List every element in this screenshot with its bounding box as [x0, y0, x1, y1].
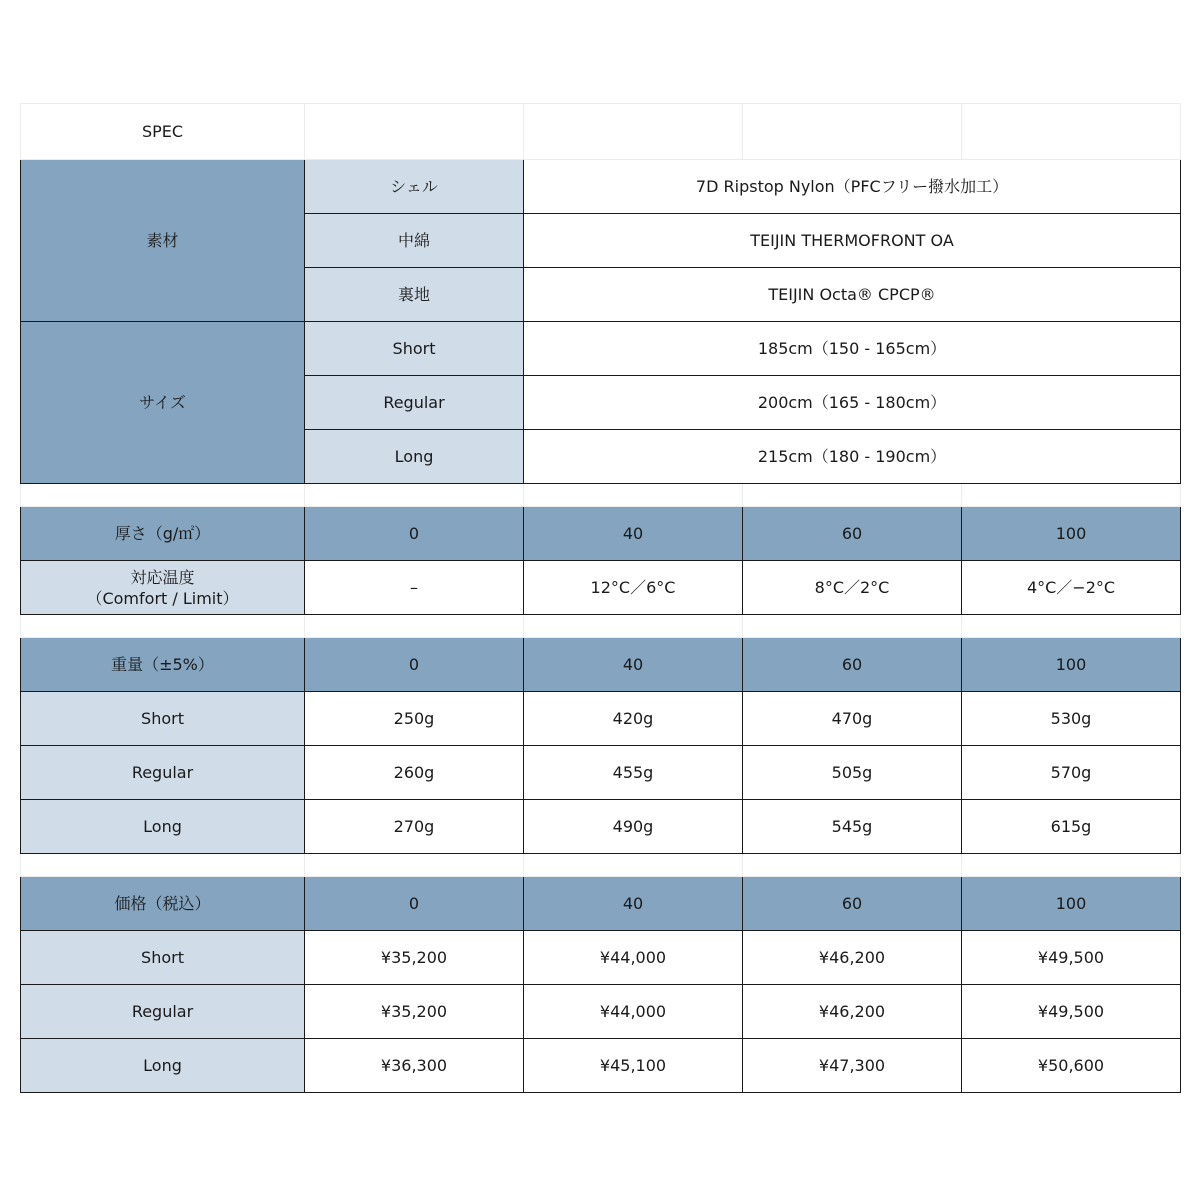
weight-value: 250g [305, 692, 524, 746]
price-value: ¥50,600 [962, 1039, 1181, 1093]
weight-value: 455g [524, 746, 743, 800]
weight-value: 530g [962, 692, 1181, 746]
thickness-column: 100 [962, 507, 1181, 561]
size-value: 185cm（150 - 165cm） [524, 322, 1181, 376]
material-value: TEIJIN Octa® CPCP® [524, 268, 1181, 322]
thickness-column: 40 [524, 507, 743, 561]
weight-row [21, 800, 1181, 854]
temperature-value: 4°C／−2°C [962, 561, 1181, 615]
thickness-column: 60 [743, 507, 962, 561]
price-header-row [21, 877, 1181, 931]
price-column: 0 [305, 877, 524, 931]
weight-column: 100 [962, 638, 1181, 692]
weight-value: 420g [524, 692, 743, 746]
price-value: ¥49,500 [962, 985, 1181, 1039]
spacer-row [21, 484, 1181, 507]
price-value: ¥44,000 [524, 985, 743, 1039]
weight-value: 490g [524, 800, 743, 854]
temperature-label-line1: 対応温度 [130, 567, 195, 587]
weight-value: 505g [743, 746, 962, 800]
spec-sheet [20, 103, 1180, 1093]
material-row [21, 160, 1181, 214]
weight-value: 470g [743, 692, 962, 746]
title-row [21, 104, 1181, 160]
spacer-row [21, 615, 1181, 638]
price-row [21, 1039, 1181, 1093]
weight-size-name: Regular [21, 746, 305, 800]
size-value: 215cm（180 - 190cm） [524, 430, 1181, 484]
size-row [21, 322, 1181, 376]
spec-table [20, 103, 1181, 1093]
price-column: 100 [962, 877, 1181, 931]
price-value: ¥35,200 [305, 931, 524, 985]
weight-value: 615g [962, 800, 1181, 854]
material-name: 裏地 [305, 268, 524, 322]
material-value: TEIJIN THERMOFRONT OA [524, 214, 1181, 268]
price-value: ¥49,500 [962, 931, 1181, 985]
price-size-name: Regular [21, 985, 305, 1039]
size-value: 200cm（165 - 180cm） [524, 376, 1181, 430]
spacer-row [21, 854, 1181, 877]
thickness-header-row [21, 507, 1181, 561]
page-title: SPEC [21, 104, 305, 160]
price-value: ¥46,200 [743, 985, 962, 1039]
weight-column: 0 [305, 638, 524, 692]
weight-label: 重量（±5%） [21, 638, 305, 692]
weight-size-name: Short [21, 692, 305, 746]
price-value: ¥44,000 [524, 931, 743, 985]
weight-value: 545g [743, 800, 962, 854]
temperature-label [21, 561, 305, 615]
price-value: ¥36,300 [305, 1039, 524, 1093]
price-label: 価格（税込） [21, 877, 305, 931]
weight-row [21, 692, 1181, 746]
price-size-name: Short [21, 931, 305, 985]
price-value: ¥47,300 [743, 1039, 962, 1093]
weight-header-row [21, 638, 1181, 692]
weight-row [21, 746, 1181, 800]
temperature-value: 12°C／6°C [524, 561, 743, 615]
price-size-name: Long [21, 1039, 305, 1093]
temperature-label-line2: （Comfort / Limit） [86, 588, 239, 608]
material-name: 中綿 [305, 214, 524, 268]
price-value: ¥35,200 [305, 985, 524, 1039]
temperature-value: 8°C／2°C [743, 561, 962, 615]
material-name: シェル [305, 160, 524, 214]
price-value: ¥45,100 [524, 1039, 743, 1093]
size-name: Regular [305, 376, 524, 430]
weight-column: 60 [743, 638, 962, 692]
price-row [21, 931, 1181, 985]
thickness-label: 厚さ（g/㎡） [21, 507, 305, 561]
weight-column: 40 [524, 638, 743, 692]
temperature-row [21, 561, 1181, 615]
temperature-value: – [305, 561, 524, 615]
price-value: ¥46,200 [743, 931, 962, 985]
weight-value: 570g [962, 746, 1181, 800]
price-column: 40 [524, 877, 743, 931]
material-value: 7D Ripstop Nylon（PFCフリー撥水加工） [524, 160, 1181, 214]
weight-value: 270g [305, 800, 524, 854]
material-label: 素材 [21, 160, 305, 322]
price-row [21, 985, 1181, 1039]
thickness-column: 0 [305, 507, 524, 561]
weight-size-name: Long [21, 800, 305, 854]
size-name: Short [305, 322, 524, 376]
size-label: サイズ [21, 322, 305, 484]
size-name: Long [305, 430, 524, 484]
weight-value: 260g [305, 746, 524, 800]
price-column: 60 [743, 877, 962, 931]
